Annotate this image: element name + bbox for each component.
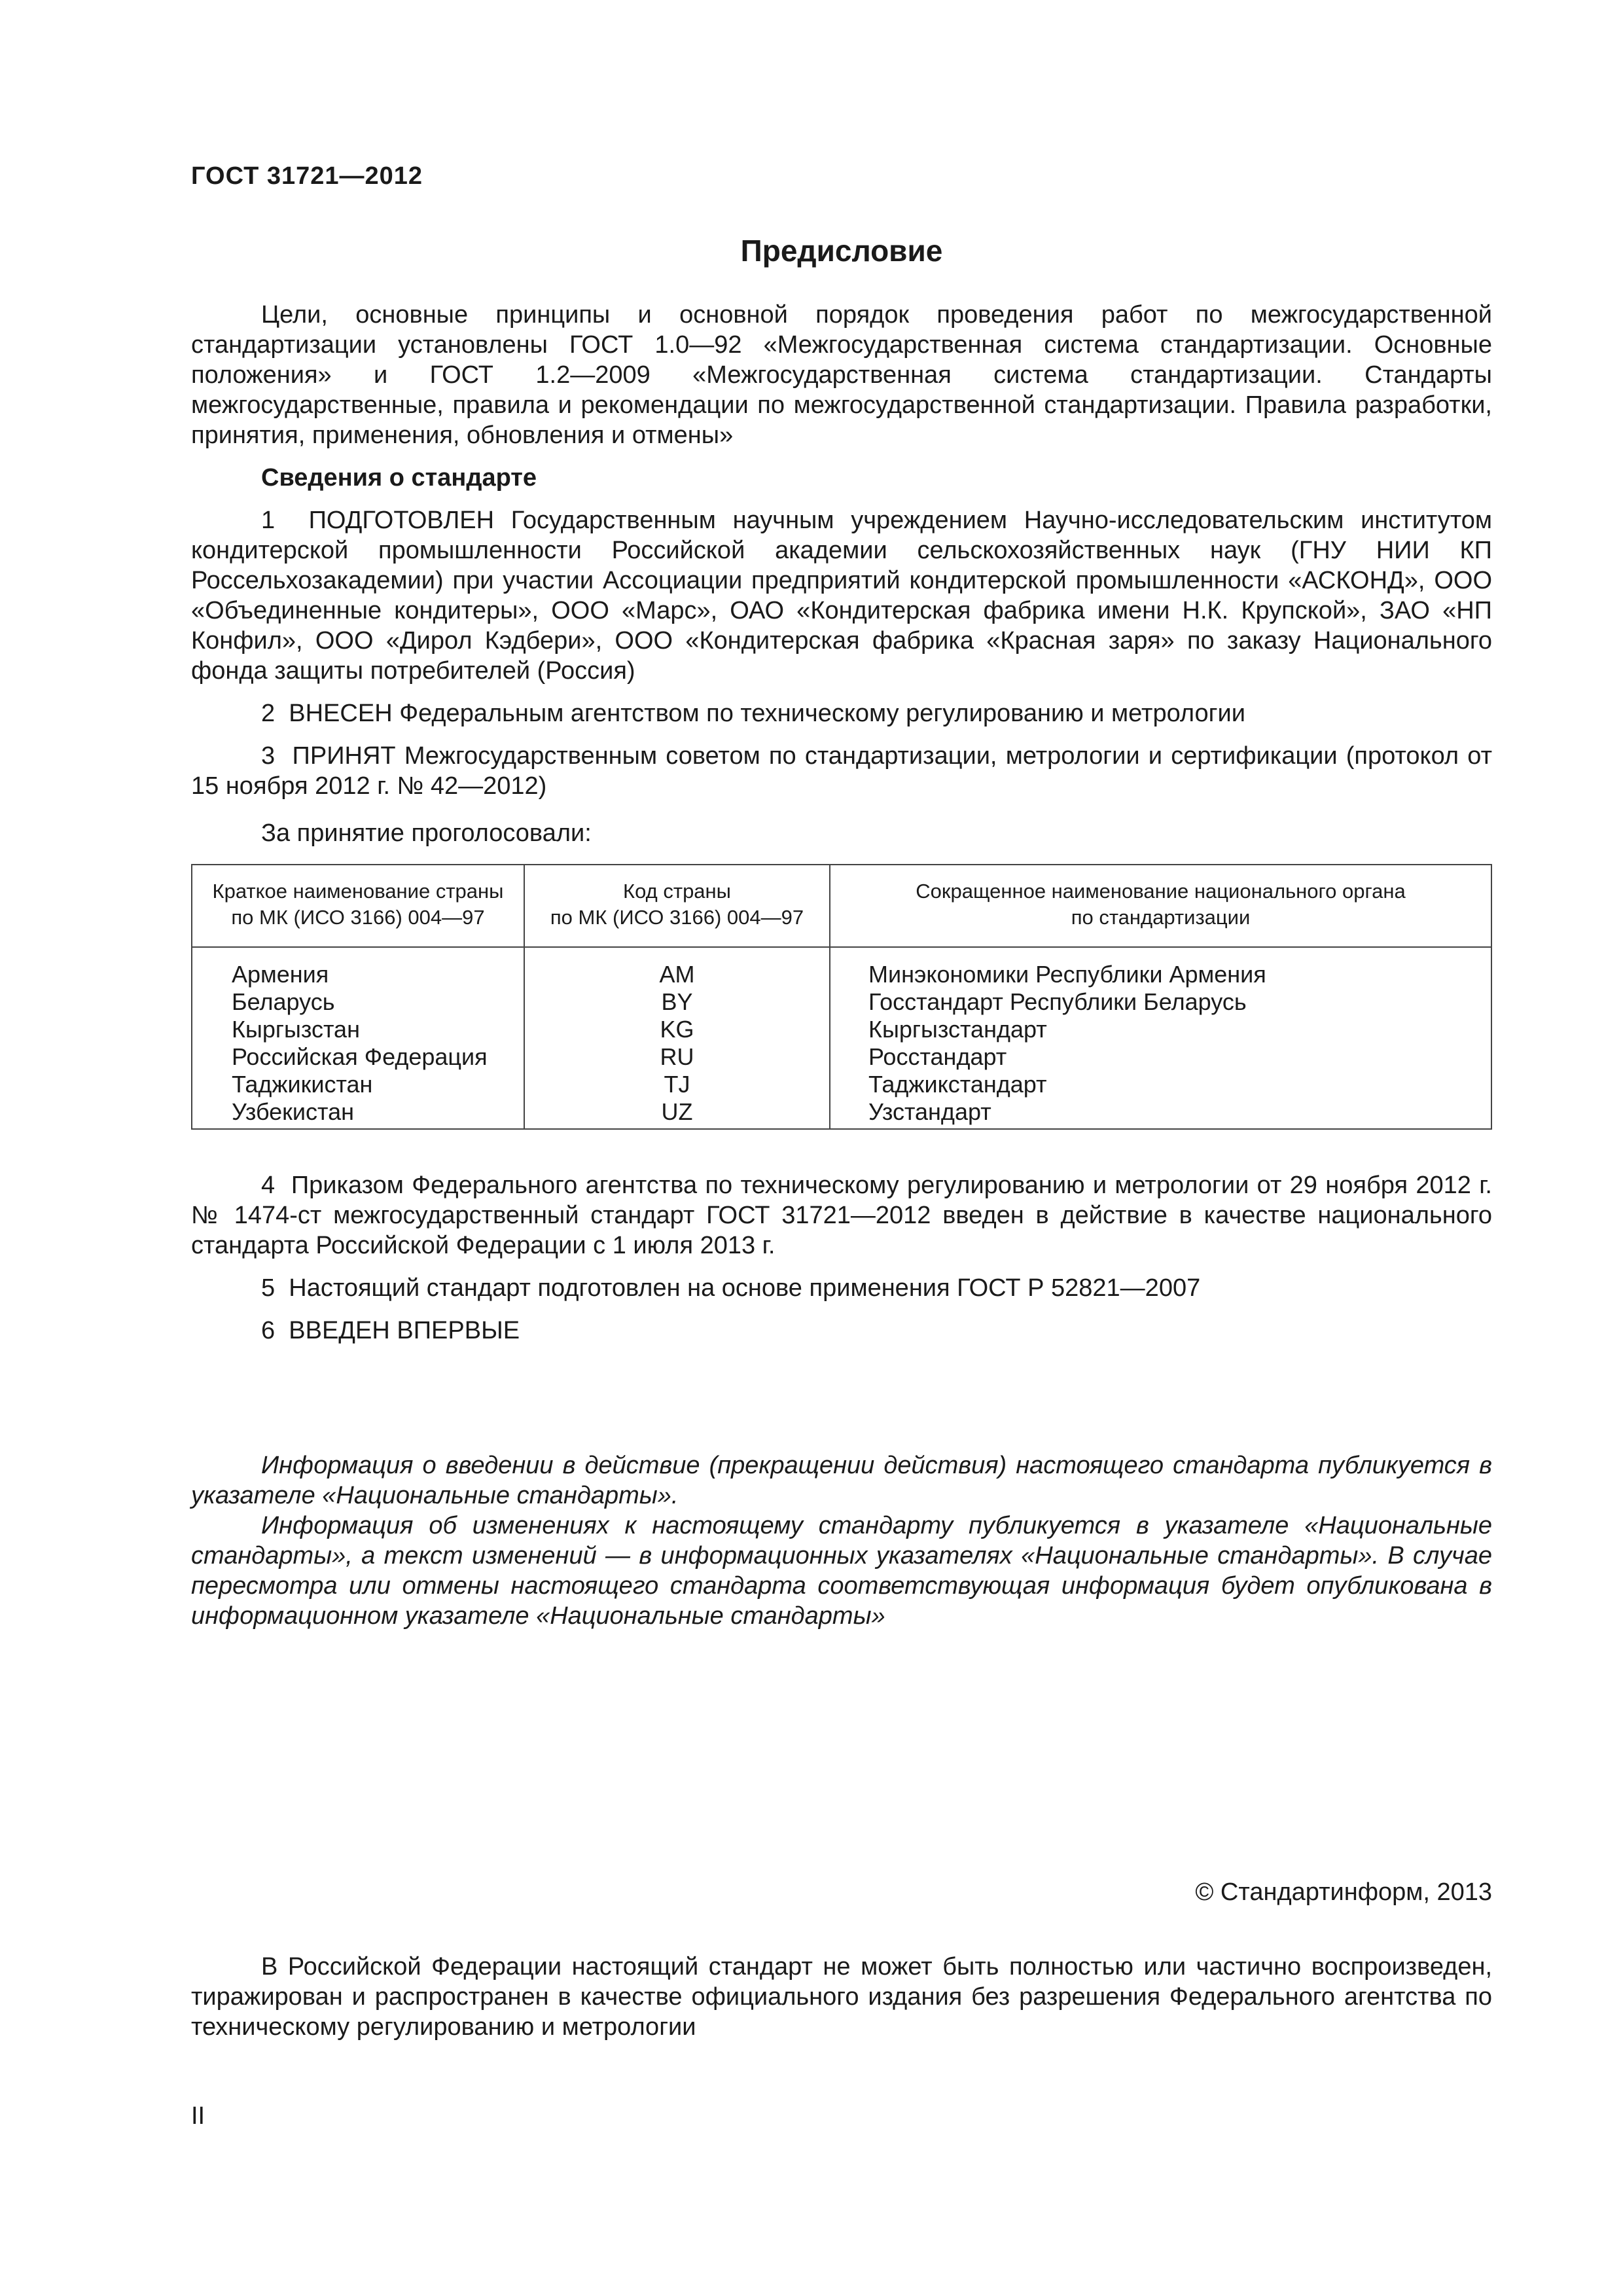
document-id-header: ГОСТ 31721—2012 [191,162,423,190]
table-row [192,947,1491,988]
page-content [191,236,1492,1631]
item-text: Приказом Федерального агентства по техническому регулированию и метрологии от 29 ноября 2012 г. № 1474-ст межгосударственный стандарт ГОСТ 31721—2012 введен в действие в качестве национального стандарта Российской Федерации с 1 июля 2013 г. [191,1172,1492,1259]
item-number: 4 [261,1172,276,1199]
item-number: 5 [261,1274,276,1302]
page-title: Предисловие [740,234,943,268]
table-row [192,1043,1491,1071]
header-line: Краткое наименование страны [212,880,504,903]
item-number: 6 [261,1317,276,1344]
notice-text: Информация о введении в действие (прекращении действия) настоящего стандарта публикуется в указателе «Национальные стандарты». [191,1452,1492,1509]
cell-code: KG [524,1016,830,1043]
table-row [192,1016,1491,1043]
item-lead: ВНЕСЕН [289,700,393,727]
header-code [524,865,830,947]
cell-country: Кыргызстан [192,1016,524,1043]
header-organization [830,865,1491,947]
cell-organization: Узстандарт [830,1098,1491,1129]
item-lead: ПРИНЯТ [292,742,396,770]
table-header-row [192,865,1491,947]
table-row [192,1071,1491,1098]
cell-organization: Кыргызстандарт [830,1016,1491,1043]
item-lead: ПОДГОТОВЛЕН [308,507,495,534]
cell-organization: Госстандарт Республики Беларусь [830,988,1491,1016]
item-5 [191,1273,1492,1303]
cell-code: TJ [524,1071,830,1098]
header-country [192,865,524,947]
table-row [192,1098,1491,1129]
cell-country: Российская Федерация [192,1043,524,1071]
item-text: Государственным научным учреждением Научно-исследовательским институтом кондитерской промышленности Российской академии сельскохозяйственных наук (ГНУ НИИ КП Россельхозакадемии) при участии Ассоциации предприятий кондитерской промышленности «АСКОНД», ООО «Объединенные кондитеры», ООО «Марс», ОАО «Кондитерская фабрика имени Н.К. Крупской», ЗАО «НП Конфил», ООО «Дирол Кэдбери», ООО «Кондитерская фабрика «Красная заря» по заказу Национального фонда защиты потребителей (Россия) [191,507,1492,685]
copyright-notice: © Стандартинформ, 2013 [1195,1878,1492,1906]
header-line: по МК (ИСО 3166) 004—97 [231,906,485,929]
item-number: 3 [261,742,276,770]
item-2 [191,698,1492,728]
cell-organization: Минэкономики Республики Армения [830,947,1491,988]
reproduction-rights-notice: В Российской Федерации настоящий стандарт не может быть полностью или частично воспроизведен, тиражирован и распространен в качестве официального издания без разрешения Федерального агентства по техническому регулированию и метрологии [191,1953,1492,2041]
item-6 [191,1316,1492,1346]
cell-country: Армения [192,947,524,988]
header-line: по стандартизации [1071,906,1251,929]
item-text: Межгосударственным советом по стандартизации, метрологии и сертификации (протокол от 15 ноября 2012 г. № 42—2012) [191,742,1492,800]
item-4 [191,1170,1492,1261]
page-number: II [191,2102,205,2130]
cell-code: RU [524,1043,830,1071]
notice-text: Информация об изменениях к настоящему стандарту публикуется в указателе «Национальные стандарты», а текст изменений — в информационных указателях «Национальные стандарты». В случае пересмотра или отмены настоящего стандарта соответствующая информация будет опубликована в информационном указателе «Национальные стандарты» [191,1512,1492,1630]
cell-country: Таджикистан [192,1071,524,1098]
item-text: Настоящий стандарт подготовлен на основе применения ГОСТ Р 52821—2007 [289,1274,1201,1302]
voting-table [191,864,1492,1130]
item-text: ВВЕДЕН ВПЕРВЫЕ [289,1317,520,1344]
publication-notice [191,1450,1492,1631]
cell-code: UZ [524,1098,830,1129]
header-line: Код страны [623,880,731,903]
header-line: по МК (ИСО 3166) 004—97 [550,906,804,929]
cell-organization: Росстандарт [830,1043,1491,1071]
notice-paragraph [191,1450,1492,1511]
cell-country: Узбекистан [192,1098,524,1129]
cell-code: AM [524,947,830,988]
item-number: 1 [261,507,276,534]
notice-paragraph [191,1511,1492,1631]
item-1 [191,505,1492,686]
cell-code: BY [524,988,830,1016]
item-number: 2 [261,700,276,727]
info-heading: Сведения о стандарте [261,464,537,492]
header-line: Сокращенное наименование национального органа [916,880,1406,903]
item-3 [191,741,1492,801]
table-row [192,988,1491,1016]
intro-paragraph: Цели, основные принципы и основной порядок проведения работ по межгосударственной стандартизации установлены ГОСТ 1.0—92 «Межгосударственная система стандартизации. Основные положения» и ГОСТ 1.2—2009 «Межгосударственная система стандартизации. Стандарты межгосударственные, правила и рекомендации по межгосударственной стандартизации. Правила разработки, принятия, применения, обновления и отмены» [191,301,1492,449]
item-text: Федеральным агентством по техническому регулированию и метрологии [392,700,1245,727]
cell-organization: Таджикстандарт [830,1071,1491,1098]
cell-country: Беларусь [192,988,524,1016]
vote-intro: За принятие проголосовали: [261,819,592,847]
